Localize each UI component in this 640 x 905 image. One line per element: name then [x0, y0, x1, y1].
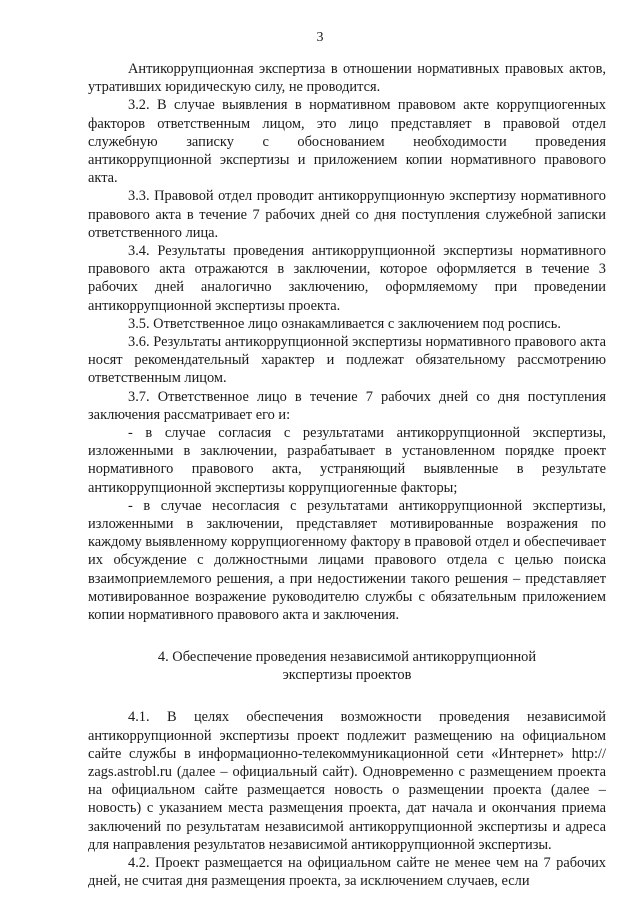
section-heading-line2: экспертизы проектов	[282, 667, 412, 684]
list-item-agreement: - в случае согласия с результатами антикоррупционной экспертизы, изложенными в заключении, разрабатывает в установленном порядке проект нормативного правового акта, устраняющий выявленные в результате антикоррупционной экспертизы коррупциогенные факторы;	[88, 425, 606, 496]
document-body	[88, 60, 606, 890]
paragraph-4-1: 4.1. В целях обеспечения возможности проведения независимой антикоррупционной экспертизы проект подлежит размещению на официальном сайте службы в информационно-телекоммуникационной сети «Интернет» http:// zags.astrobl.ru (далее – официальный сайт). Одновременно с размещением проекта на официальном сайте размещается новость о размещении проекта (далее – новость) с указанием места размещения проекта, дат начала и окончания приема заключений по результатам независимой антикоррупционной экспертизы и адреса для направления результатов независимой антикоррупционной экспертизы.	[88, 709, 606, 853]
paragraph-4-2: 4.2. Проект размещается на официальном сайте не менее чем на 7 рабочих дней, не считая дня размещения проекта, за исключением случаев, если	[88, 854, 606, 890]
paragraph-3-4: 3.4. Результаты проведения антикоррупционной экспертизы нормативного правового акта отражаются в заключении, которое оформляется в течение 3 рабочих дней аналогично заключению, оформляемому при проведении антикоррупционной экспертизы проекта.	[88, 243, 606, 314]
section-heading-line1: 4. Обеспечение проведения независимой антикоррупционной	[157, 649, 537, 666]
paragraph-3-7: 3.7. Ответственное лицо в течение 7 рабочих дней со дня поступления заключения рассматривает его и:	[88, 388, 606, 423]
page-number: 3	[316, 30, 324, 45]
paragraph-3-6: 3.6. Результаты антикоррупционной экспертизы нормативного правового акта носят рекомендательный характер и подлежат обязательному рассмотрению ответственным лицом.	[88, 334, 606, 387]
paragraph-3-2: 3.2. В случае выявления в нормативном правовом акте коррупциогенных факторов ответственным лицом, это лицо представляет в правовой отдел служебную записку с обоснованием необходимости проведения антикоррупционной экспертизы и приложением копии нормативного правового акта.	[88, 97, 606, 187]
paragraph-3-3: 3.3. Правовой отдел проводит антикоррупционную экспертизу нормативного правового акта в течение 7 рабочих дней со дня поступления служебной записки ответственного лица.	[88, 188, 606, 241]
paragraph: Антикоррупционная экспертиза в отношении нормативных правовых актов, утративших юридическую силу, не проводится.	[88, 61, 606, 96]
section-heading	[88, 648, 606, 684]
list-item-disagreement: - в случае несогласия с результатами антикоррупционной экспертизы, изложенными в заключении, представляет мотивированные возражения по каждому выявленному коррупциогенному фактору в правовой отдел и обеспечивает их обсуждение с должностными лицами правового отдела с целью поиска взаимоприемлемого решения, а при недостижении такого решения – представляет мотивированное возражение руководителю службы с обязательным приложением копии нормативного правового акта и заключения.	[88, 497, 606, 624]
paragraph-3-5: 3.5. Ответственное лицо ознакамливается с заключением под роспись.	[128, 315, 561, 332]
